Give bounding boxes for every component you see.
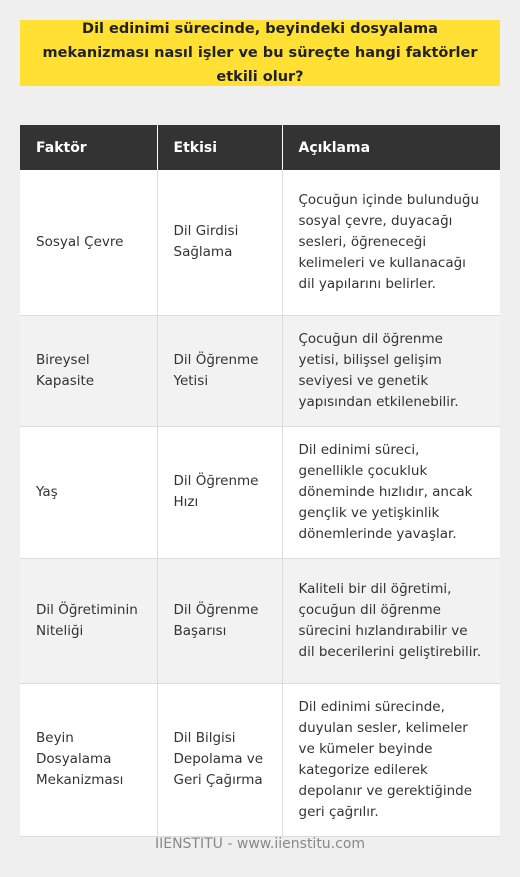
effect-cell: Dil Bilgisi Depolama ve Geri Çağırma bbox=[157, 683, 282, 836]
effect-cell: Dil Girdisi Sağlama bbox=[157, 170, 282, 315]
table-row bbox=[20, 426, 500, 558]
description-cell: Çocuğun dil öğrenme yetisi, bilişsel gelişim seviyesi ve genetik yapısından etkilenebilir. bbox=[282, 315, 500, 426]
effect-cell: Dil Öğrenme Yetisi bbox=[157, 315, 282, 426]
table-row bbox=[20, 170, 500, 315]
description-cell: Dil edinimi sürecinde, duyulan sesler, kelimeler ve kümeler beyinde kategorize edilerek depolanır ve gerektiğinde geri çağrılır. bbox=[282, 683, 500, 836]
description-cell: Kaliteli bir dil öğretimi, çocuğun dil öğrenme sürecini hızlandırabilir ve dil becerilerini geliştirebilir. bbox=[282, 558, 500, 683]
table-row bbox=[20, 558, 500, 683]
effect-cell: Dil Öğrenme Hızı bbox=[157, 426, 282, 558]
table-header-row bbox=[20, 125, 500, 170]
footer-credit: IIENSTITU - www.iienstitu.com bbox=[154, 836, 366, 852]
factor-cell: Beyin Dosyalama Mekanizması bbox=[20, 683, 157, 836]
effect-cell: Dil Öğrenme Başarısı bbox=[157, 558, 282, 683]
factor-cell: Bireysel Kapasite bbox=[20, 315, 157, 426]
table-row bbox=[20, 683, 500, 836]
question-text: Dil edinimi sürecinde, beyindeki dosyalama mekanizması nasıl işler ve bu süreçte hangi faktörler etkili olur? bbox=[42, 21, 478, 85]
factors-table bbox=[20, 125, 500, 837]
factor-cell: Dil Öğretiminin Niteliği bbox=[20, 558, 157, 683]
header-effect: Etkisi bbox=[157, 125, 282, 170]
header-factor: Faktör bbox=[20, 125, 157, 170]
factor-cell: Sosyal Çevre bbox=[20, 170, 157, 315]
factor-cell: Yaş bbox=[20, 426, 157, 558]
question-banner bbox=[20, 20, 500, 86]
table-row bbox=[20, 315, 500, 426]
description-cell: Dil edinimi süreci, genellikle çocukluk döneminde hızlıdır, ancak gençlik ve yetişkinlik dönemlerinde yavaşlar. bbox=[282, 426, 500, 558]
header-description: Açıklama bbox=[282, 125, 500, 170]
description-cell: Çocuğun içinde bulunduğu sosyal çevre, duyacağı sesleri, öğreneceği kelimeleri ve kullanacağı dil yapılarını belirler. bbox=[282, 170, 500, 315]
